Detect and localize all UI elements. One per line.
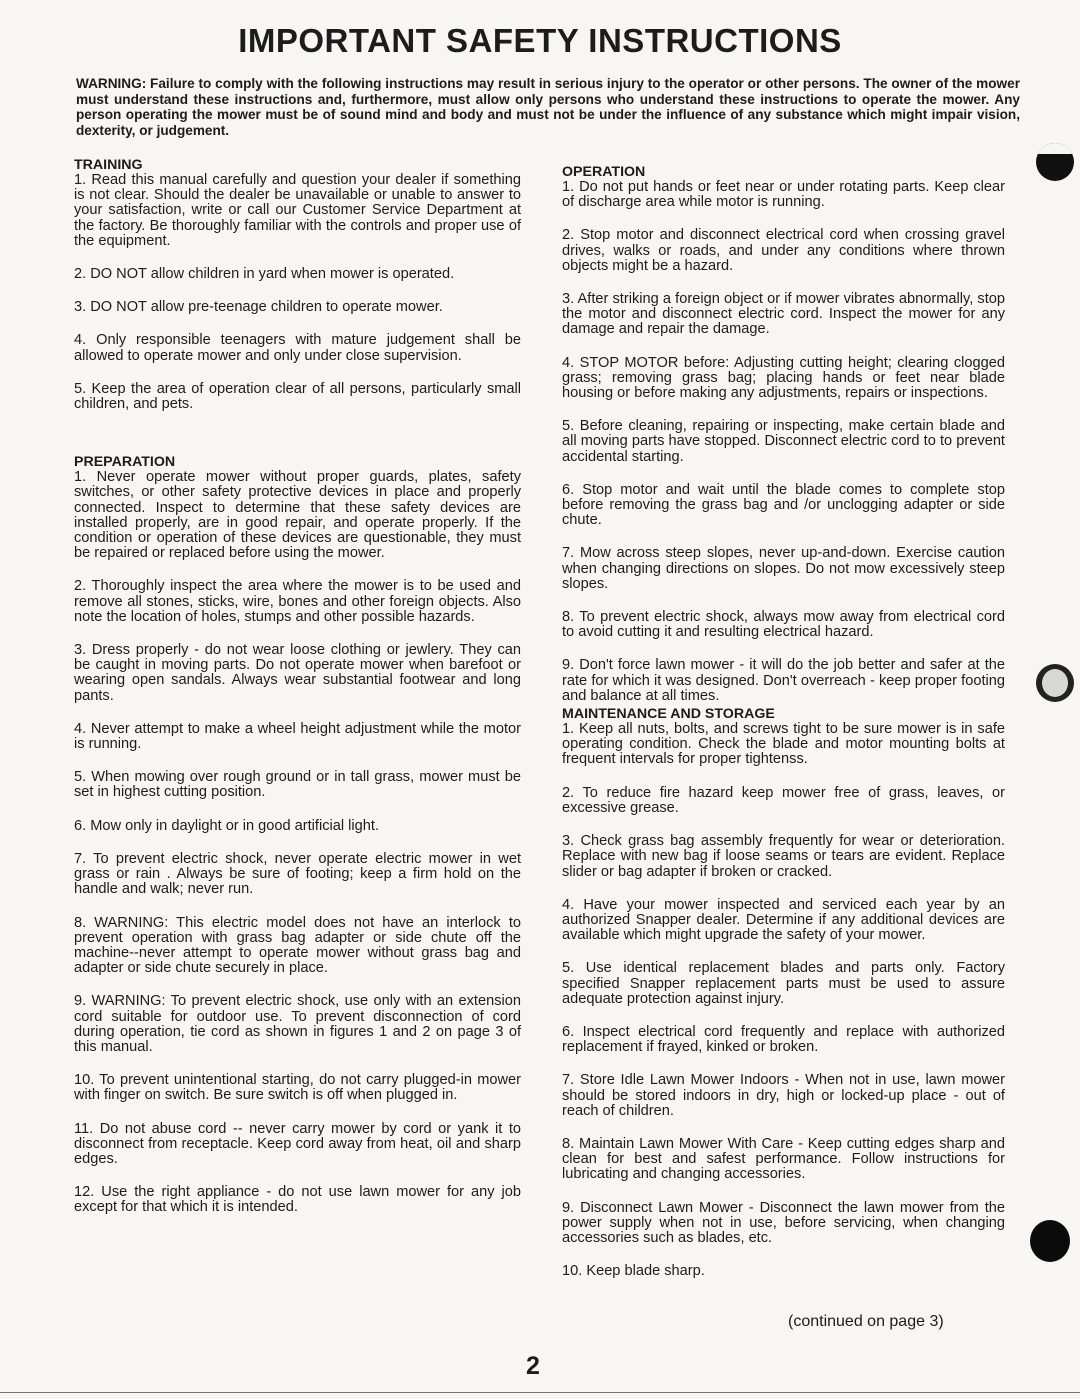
maintenance-heading: MAINTENANCE AND STORAGE bbox=[562, 706, 775, 723]
operation-item: 4. STOP MOTOR before: Adjusting cutting height; clearing clogged grass; removing grass bag; placing hands or feet near blade housing or before making any adjustments, repairs or inspections. bbox=[562, 354, 1005, 402]
punch-hole-middle bbox=[1036, 664, 1074, 702]
maintenance-item: 10. Keep blade sharp. bbox=[562, 1263, 705, 1280]
maintenance-item: 8. Maintain Lawn Mower With Care - Keep cutting edges sharp and clean for best and safest performance. Follow instructions for lubricating and changing accessories. bbox=[562, 1135, 1005, 1183]
operation-item: 6. Stop motor and wait until the blade comes to complete stop before removing the grass bag and /or unclogging adapter or side chute. bbox=[562, 481, 1005, 529]
right-column bbox=[562, 164, 1005, 1279]
operation-item: 2. Stop motor and disconnect electrical cord when crossing gravel drives, walks or roads, and under any conditions where thrown objects might be a hazard. bbox=[562, 227, 1005, 274]
preparation-item: 5. When mowing over rough ground or in tall grass, mower must be set in highest cutting position. bbox=[74, 769, 521, 801]
operation-item: 5. Before cleaning, repairing or inspecting, make certain blade and all moving parts have stopped. Disconnect electric cord to to prevent accidental starting. bbox=[562, 418, 1005, 465]
preparation-item: 2. Thoroughly inspect the area where the mower is to be used and remove all stones, sticks, wire, bones and other foreign objects. Also note the location of holes, stumps and other possible hazards. bbox=[74, 578, 521, 625]
preparation-section bbox=[74, 454, 521, 1215]
preparation-item: 4. Never attempt to make a wheel height adjustment while the motor is running. bbox=[74, 720, 521, 753]
training-section bbox=[74, 157, 521, 412]
preparation-heading: PREPARATION bbox=[74, 454, 176, 471]
preparation-item: 6. Mow only in daylight or in good artificial light. bbox=[74, 817, 380, 834]
preparation-item: 3. Dress properly - do not wear loose clothing or jewlery. They can be caught in moving parts. Do not operate mower when barefoot or wearing open sandals. Always wear substantial footwear and long pants. bbox=[74, 642, 521, 704]
operation-item: 9. Don't force lawn mower - it will do the job better and safer at the rate for which it was designed. Don't overreach - keep proper footing and balance at all times. bbox=[562, 657, 1005, 704]
punch-hole-top bbox=[1036, 143, 1074, 181]
maintenance-item: 4. Have your mower inspected and serviced each year by an authorized Snapper dealer. Determine if any additional devices are available which might upgrade the safety of your mower. bbox=[562, 896, 1005, 944]
page-title: IMPORTANT SAFETY INSTRUCTIONS bbox=[238, 22, 842, 59]
maintenance-item: 2. To reduce fire hazard keep mower free of grass, leaves, or excessive grease. bbox=[562, 784, 1005, 816]
maintenance-item: 5. Use identical replacement blades and parts only. Factory specified Snapper replacement parts must be used to assure adequate protection against injury. bbox=[562, 960, 1005, 1007]
training-item: 3. DO NOT allow pre-teenage children to operate mower. bbox=[74, 299, 443, 316]
page-number: 2 bbox=[526, 1352, 540, 1380]
training-item: 2. DO NOT allow children in yard when mower is operated. bbox=[74, 266, 455, 283]
operation-heading: OPERATION bbox=[562, 164, 646, 180]
preparation-item: 11. Do not abuse cord -- never carry mower by cord or yank it to disconnect from receptacle. Keep cord away from heat, oil and sharp edges. bbox=[74, 1120, 521, 1167]
maintenance-item: 6. Inspect electrical cord frequently and replace with authorized replacement if frayed, kinked or broken. bbox=[562, 1023, 1005, 1056]
maintenance-section bbox=[562, 706, 1005, 1279]
left-column bbox=[74, 157, 521, 1216]
maintenance-item: 3. Check grass bag assembly frequently for wear or deterioration. Replace with new bag if loose seams or tears are evident. Replace slider or bag adapter if broken or cracked. bbox=[562, 833, 1005, 880]
continued-note: (continued on page 3) bbox=[788, 1313, 944, 1330]
preparation-item: 1. Never operate mower without proper guards, plates, safety switches, or other safety protective devices in place and properly connected. Inspect to determine that these safety devices are installed properly, are in good repair, and operate properly. If the condition or operation of these devices are questionable, they must be repaired or replaced before using the mower. bbox=[74, 469, 521, 562]
operation-item: 7. Mow across steep slopes, never up-and-down. Exercise caution when changing directions on slopes. Do not mow excessively steep slopes. bbox=[562, 545, 1005, 592]
operation-item: 3. After striking a foreign object or if mower vibrates abnormally, stop the motor and disconnect electric cord. Inspect the mower for any damage and repair the damage. bbox=[562, 291, 1005, 338]
training-heading: TRAINING bbox=[74, 157, 143, 173]
training-item: 1. Read this manual carefully and question your dealer if something is not clear. Should the dealer be unavailable or unable to answer to your satisfaction, write or call our Customer Service Department at the factory. Be thoroughly familiar with the controls and proper use of the equipment. bbox=[74, 172, 521, 249]
warning-paragraph: WARNING: Failure to comply with the following instructions may result in serious injury to the operator or other persons. The owner of the mower must understand these instructions and, furthermore, must allow only persons who understand these instructions to operate the mower. Any person operating the mower must be of sound mind and body and must not be under the influence of any substance which might impair vision, dexterity, or judgement. bbox=[76, 76, 1020, 138]
punch-hole-bottom bbox=[1030, 1220, 1070, 1262]
training-item: 5. Keep the area of operation clear of all persons, particularly small children, and pets. bbox=[74, 380, 521, 413]
preparation-item: 8. WARNING: This electric model does not have an interlock to prevent operation with grass bag adapter or side chute off the machine--never attempt to operate mower without grass bag and adapter or side chute securely in place. bbox=[74, 914, 521, 977]
maintenance-item: 9. Disconnect Lawn Mower - Disconnect the lawn mower from the power supply when not in use, before servicing, when changing accessories such as blades, etc. bbox=[562, 1199, 1005, 1246]
preparation-item: 10. To prevent unintentional starting, do not carry plugged-in mower with finger on switch. Be sure switch is off when plugged in. bbox=[74, 1072, 521, 1104]
operation-item: 1. Do not put hands or feet near or under rotating parts. Keep clear of discharge area while motor is running. bbox=[562, 179, 1005, 211]
page-edge-line bbox=[0, 1392, 1080, 1393]
operation-item: 8. To prevent electric shock, always mow away from electrical cord to avoid cutting it and resulting electrical hazard. bbox=[562, 609, 1005, 641]
maintenance-item: 7. Store Idle Lawn Mower Indoors - When not in use, lawn mower should be stored indoors in dry, high or locked-up place - out of reach of children. bbox=[562, 1072, 1005, 1119]
training-item: 4. Only responsible teenagers with mature judgement shall be allowed to operate mower and only under close supervision. bbox=[74, 332, 521, 364]
preparation-item: 7. To prevent electric shock, never operate electric mower in wet grass or rain . Always be sure of footing; keep a firm hold on the handle and walk; never run. bbox=[74, 850, 521, 898]
maintenance-item: 1. Keep all nuts, bolts, and screws tight to be sure mower is in safe operating condition. Check the blade and motor mounting bolts at frequent intervals for proper tightenss. bbox=[562, 721, 1005, 768]
operation-section bbox=[562, 164, 1005, 704]
preparation-item: 12. Use the right appliance - do not use lawn mower for any job except for that which it is intended. bbox=[74, 1184, 521, 1216]
preparation-item: 9. WARNING: To prevent electric shock, use only with an extension cord suitable for outdoor use. To prevent disconnection of cord during operation, tie cord as shown in figures 1 and 2 on page 3 of this manual. bbox=[74, 993, 521, 1055]
